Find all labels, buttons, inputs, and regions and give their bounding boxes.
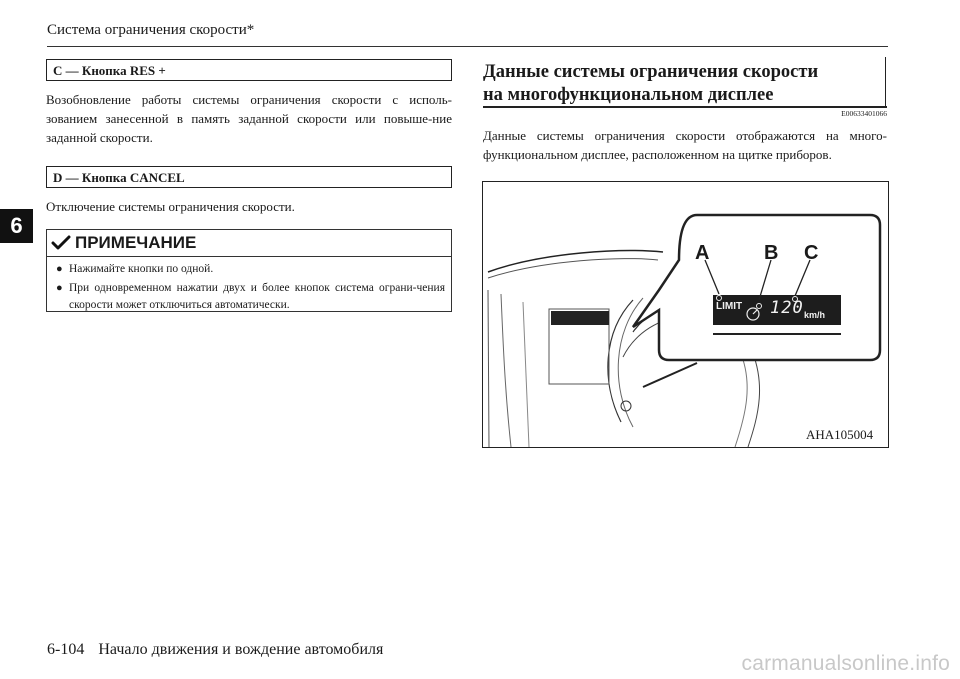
note-item: ● При одновременном нажатии двух и более кнопок система ограни-чения скорости может отключиться автоматически. xyxy=(56,282,445,311)
callout-label-a: A xyxy=(695,242,710,264)
button-c-heading: С — Кнопка RES + xyxy=(46,59,452,81)
checkmark-icon xyxy=(51,234,71,252)
page-number: 6-104 xyxy=(47,641,85,658)
display-limit-indicator: LIMIT xyxy=(716,301,743,312)
note-box xyxy=(46,229,452,312)
note-header xyxy=(47,230,451,257)
note-item: ● Нажимайте кнопки по одной. xyxy=(47,261,451,278)
page-footer xyxy=(47,641,383,659)
callout-label-b: B xyxy=(764,242,779,264)
figure-id: AHA105004 xyxy=(806,427,874,442)
title-rule-vertical xyxy=(885,57,886,108)
display-speed-value: 120 xyxy=(770,298,804,318)
button-d-heading: D — Кнопка CANCEL xyxy=(46,166,452,188)
display-speed-unit: km/h xyxy=(804,310,826,320)
button-d-description: Отключение системы ограничения скорости. xyxy=(46,199,295,214)
instrument-figure xyxy=(482,181,889,448)
running-header: Система ограничения скорости* xyxy=(47,22,255,38)
bullet-icon: ● xyxy=(56,282,63,294)
note-title: ПРИМЕЧАНИЕ xyxy=(75,233,197,252)
bullet-icon: ● xyxy=(56,263,63,275)
watermark: carmanualsonline.info xyxy=(741,652,950,675)
section-description: Данные системы ограничения скорости отображаются на много-функциональном дисплее, расположенном на щитке приборов. xyxy=(483,128,887,162)
section-code: E00633401066 xyxy=(841,109,887,118)
callout-label-c: C xyxy=(804,242,819,264)
chapter-title: Начало движения и вождение автомобиля xyxy=(98,641,384,658)
button-c-description: Возобновление работы системы ограничения скорости с исполь-зованием занесенной в память заданной скорости или повыше-ние заданной скорости. xyxy=(46,92,452,145)
chapter-tab: 6 xyxy=(0,209,33,243)
section-title-line1: Данные системы ограничения скорости xyxy=(483,62,819,82)
title-rule-horizontal xyxy=(483,106,887,108)
header-rule xyxy=(47,46,888,47)
section-title-line2: на многофункциональном дисплее xyxy=(483,85,774,105)
figure-illustration xyxy=(483,182,888,447)
